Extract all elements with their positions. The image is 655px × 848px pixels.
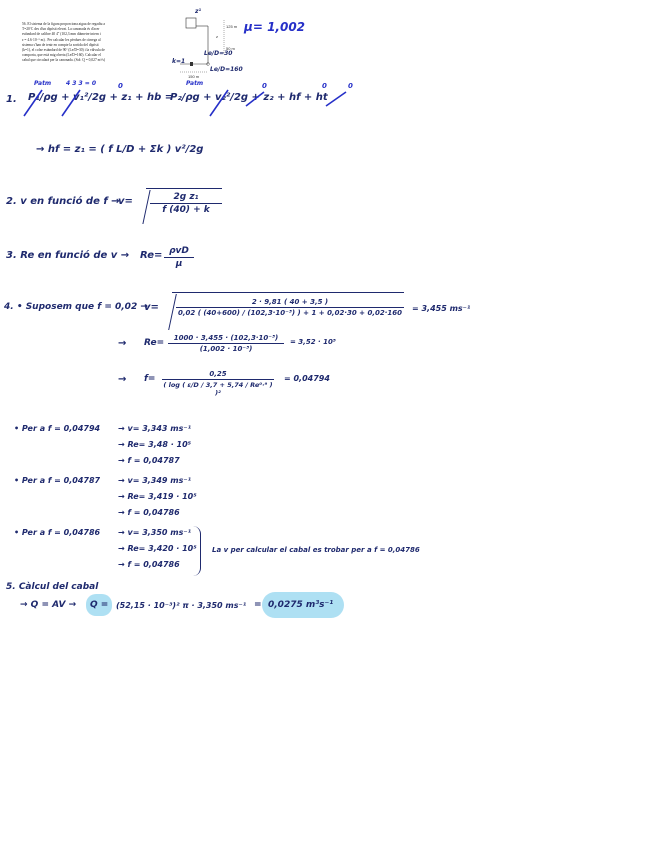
iteration-head: • Per a f = 0,04786 [14, 528, 101, 537]
f-num-4: 0,25 [162, 370, 274, 380]
sqrt-bar [146, 188, 222, 189]
iteration-re: → Re= 3,48 · 10⁵ [118, 440, 192, 449]
v-fraction [150, 192, 222, 215]
re-fraction-4 [168, 334, 284, 353]
problem-line: cabal que circularà per la canonada. (Sol: Q = 0,027 m³/s) [22, 58, 106, 63]
problem-statement [22, 22, 172, 64]
cancel-strokes [20, 86, 360, 122]
section-1-number: 1. [6, 94, 17, 105]
v-fraction-4 [176, 298, 404, 317]
q-equation: → Q = AV → [20, 600, 77, 610]
iteration-f: → f = 0,04786 [118, 508, 180, 517]
problem-line: ε = 4.6·10⁻⁵ m) . Per calcular les pèrdues de càrrega al [22, 37, 101, 42]
v-denominator: f (40) + k [162, 205, 210, 215]
v-equals: v= [118, 196, 133, 207]
valve-shape [190, 62, 193, 66]
iteration-re: → Re= 3,419 · 10⁵ [118, 492, 197, 501]
re-equals: Re= [140, 250, 163, 261]
zero-mark: 0 [322, 82, 327, 90]
iteration-re: → Re= 3,420 · 10⁵ [118, 544, 197, 553]
iteration-v: → v= 3,343 ms⁻¹ [118, 424, 192, 433]
q-expression: (52,15 · 10⁻³)² π · 3,350 ms⁻¹ [116, 601, 247, 610]
f-fraction-4 [162, 370, 274, 397]
reservoir-shape [186, 18, 196, 28]
v-den-4: 0,02 ( (40+600) / (102,3·10⁻³) ) + 1 + 0,02·30 + 0,02·160 [177, 309, 403, 317]
re-arrow: → [118, 338, 127, 349]
patm-label-left: Patm [34, 80, 52, 87]
fig-label: 50 m [226, 46, 235, 51]
q-symbol: Q = [90, 600, 109, 610]
cancel-note: 4 3 3 = 0 [66, 80, 97, 87]
conclusion-note: La v per calcular el cabal es trobar per a f = 0,04786 [212, 546, 420, 554]
iteration-f: → f = 0,04787 [118, 456, 180, 465]
problem-line: comporta, que està mig oberta (Le/D=160). Calcular el [22, 53, 101, 58]
bernoulli-rhs: P₂/ρg + v₂²/2g + z₂ + hf + ht [170, 92, 328, 103]
brace [192, 526, 201, 576]
v-numerator: 2g z₁ [150, 192, 222, 204]
section-2-label: 2. v en funció de f → [6, 196, 120, 207]
re-den-4: (1,002 · 10⁻³) [199, 345, 253, 353]
problem-line: estàndard de calibre 40 4" (102,3 mm diàmetre intern i [22, 32, 101, 37]
problem-line: T=20ºC des d'un dipòsit elevat. La canonada és d'acer [22, 27, 100, 32]
re-denominator: μ [175, 259, 183, 269]
fig-annot-le160: Le/D=160 [210, 66, 243, 73]
v-result-4: = 3,455 ms⁻¹ [412, 304, 471, 313]
zero-mark: 0 [262, 82, 267, 90]
fig-annot-z: z¹ [195, 8, 202, 15]
re-fraction [164, 246, 194, 269]
iteration-head: • Per a f = 0,04794 [14, 424, 101, 433]
fig-annot-k1: k=1 [172, 58, 186, 65]
q-result: 0,0275 m³s⁻¹ [268, 600, 334, 610]
problem-line: (k=1), el colze estàndard de 90º (Le/D=30) i la vàlvula de [22, 48, 105, 53]
patm-label-right: Patm [186, 80, 204, 87]
f-den-4: ( log ( ε/D / 3,7 + 5,74 / Re⁰·⁹ ) )² [163, 381, 273, 397]
v-equals-4: v= [144, 302, 159, 313]
fig-label: 150 m [188, 74, 200, 79]
bernoulli-lhs: P₁/ρg + v₁²/2g + z₁ + hb = [28, 92, 174, 103]
section-5-label: 5. Càlcul del cabal [6, 582, 99, 592]
f-equals-4: f= [144, 374, 156, 384]
f-arrow: → [118, 374, 127, 385]
iteration-v: → v= 3,349 ms⁻¹ [118, 476, 192, 485]
sqrt-bar-4 [172, 292, 404, 293]
hf-equation: → hf = z₁ = ( f L/D + Σk ) v²/2g [36, 144, 204, 155]
problem-line: sistema s'han de tenir en compte la sortida del dipòsit [22, 42, 99, 47]
re-result-4: = 3,52 · 10⁵ [290, 338, 336, 346]
f-result-4: = 0,04794 [284, 374, 330, 383]
section-3-label: 3. Re en funció de v → [6, 250, 130, 261]
iteration-f: → f = 0,04786 [118, 560, 180, 569]
re-equals-4: Re= [144, 338, 165, 348]
viscosity-value: μ= 1,002 [244, 20, 306, 34]
v-num-4: 2 · 9,81 ( 40 + 3,5 ) [176, 298, 404, 308]
problem-line: 56. El sistema de la figura proporciona aigua de regadiu a [22, 22, 105, 26]
re-num-4: 1000 · 3,455 · (102,3·10⁻³) [168, 334, 284, 344]
iteration-head: • Per a f = 0,04787 [14, 476, 101, 485]
re-numerator: ρvD [164, 246, 194, 258]
fig-annot-le30: Le/D=30 [204, 50, 233, 57]
q-eq-sign: = [254, 600, 262, 610]
zero-mark: 0 [118, 82, 123, 90]
fig-label: z [216, 34, 218, 39]
zero-mark: 0 [348, 82, 353, 90]
fig-label: 125 m [226, 24, 238, 29]
section-4-label: 4. • Suposem que f = 0,02 → [4, 302, 148, 312]
iteration-v: → v= 3,350 ms⁻¹ [118, 528, 192, 537]
